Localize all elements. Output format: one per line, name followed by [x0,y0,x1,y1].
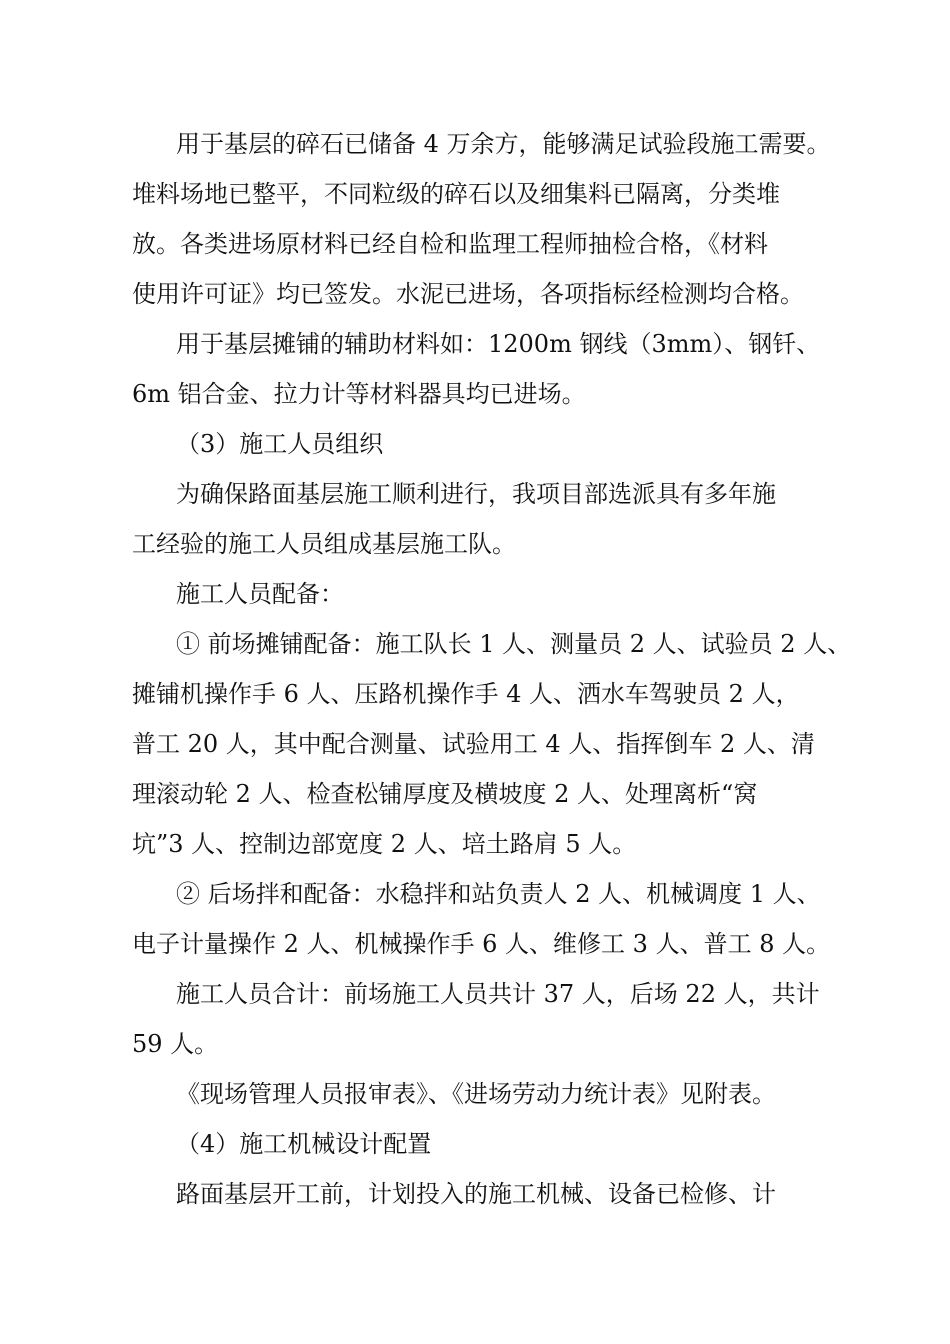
text-line-16: ② 后场拌和配备：水稳拌和站负责人 2 人、机械调度 1 人、 [176,880,821,908]
text-line-17: 电子计量操作 2 人、机械操作手 6 人、维修工 3 人、普工 8 人。 [132,930,831,958]
text-line-22: 路面基层开工前，计划投入的施工机械、设备已检修、计 [176,1180,776,1208]
text-line-3: 放。各类进场原材料已经自检和监理工程师抽检合格，《材料 [132,230,768,258]
text-line-14: 理滚动轮 2 人、检查松铺厚度及横坡度 2 人、处理离析“窝 [132,780,758,808]
text-line-19: 59 人。 [132,1030,219,1058]
text-line-20: 《现场管理人员报审表》、《进场劳动力统计表》见附表。 [176,1080,776,1108]
text-line-13: 普工 20 人，其中配合测量、试验用工 4 人、指挥倒车 2 人、清 [132,730,815,758]
text-line-9: 工经验的施工人员组成基层施工队。 [132,530,516,558]
text-line-18: 施工人员合计：前场施工人员共计 37 人，后场 22 人，共计 [176,980,820,1008]
text-line-2: 堆料场地已整平，不同粒级的碎石以及细集料已隔离，分类堆 [132,180,780,208]
text-line-11: ① 前场摊铺配备：施工队长 1 人、测量员 2 人、试验员 2 人、 [176,630,852,658]
text-line-8: 为确保路面基层施工顺利进行，我项目部选派具有多年施 [176,480,776,508]
section-heading-4: （4）施工机械设计配置 [176,1130,432,1158]
text-line-12: 摊铺机操作手 6 人、压路机操作手 4 人、洒水车驾驶员 2 人， [132,680,800,708]
text-line-5: 用于基层摊铺的辅助材料如：1200m 钢线（3mm）、钢钎、 [176,330,821,358]
text-line-1: 用于基层的碎石已储备 4 万余方，能够满足试验段施工需要。 [176,130,831,158]
text-line-4: 使用许可证》均已签发。水泥已进场，各项指标经检测均合格。 [132,280,804,308]
text-line-15: 坑”3 人、控制边部宽度 2 人、培土路肩 5 人。 [132,830,637,858]
section-heading-3: （3）施工人员组织 [176,430,384,458]
text-line-10: 施工人员配备： [176,580,344,608]
text-line-6: 6m 铝合金、拉力计等材料器具均已进场。 [132,380,586,408]
